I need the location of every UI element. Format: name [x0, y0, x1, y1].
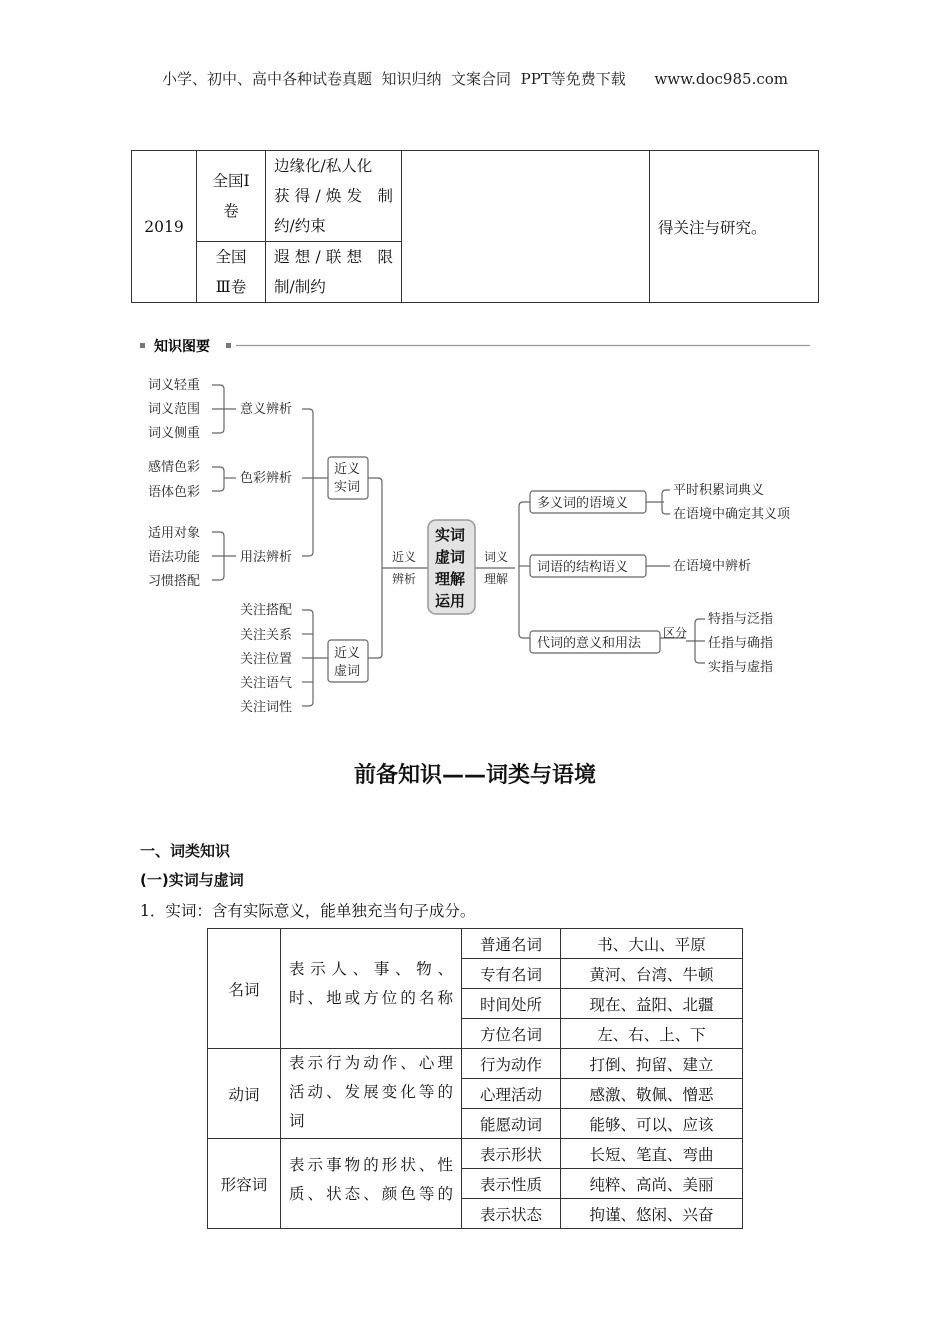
leaf-label: 词义范围 [148, 402, 201, 417]
leaf-label: 词义轻重 [148, 378, 201, 393]
svg-text:运用: 运用 [435, 592, 466, 610]
subtype-cell: 行为动作 [462, 1049, 561, 1079]
group-label: 色彩辨析 [240, 471, 293, 486]
leaf-label: 在语境中确定其义项 [673, 507, 791, 522]
subtype-cell: 表示状态 [462, 1199, 561, 1229]
node-label: 实词 [334, 480, 361, 495]
branch-label: 辨析 [392, 572, 417, 586]
branch-label: 理解 [484, 572, 509, 586]
mindmap [0, 360, 950, 730]
group-label: 意义辨析 [240, 402, 293, 417]
description-cell: 表示事物的形状、性 质、状态、颜色等的 [281, 1139, 462, 1229]
branch-label: 近义 [392, 550, 417, 564]
blank-cell [402, 151, 650, 303]
leaf-label: 关注搭配 [240, 603, 293, 618]
heading-1: 一、词类知识 [140, 842, 231, 860]
subtype-cell: 心理活动 [462, 1079, 561, 1109]
category-cell: 名词 [208, 929, 281, 1049]
subtype-cell: 时间处所 [462, 989, 561, 1019]
subtype-cell: 方位名词 [462, 1019, 561, 1049]
node-label: 虚词 [334, 664, 361, 679]
example-cell: 打倒、拘留、建立 [561, 1049, 743, 1079]
subtype-cell: 能愿动词 [462, 1109, 561, 1139]
node-label: 近义 [334, 462, 361, 477]
leaf-label: 实指与虚指 [708, 660, 774, 675]
subtype-cell: 表示性质 [462, 1169, 561, 1199]
leaf-label: 感情色彩 [148, 460, 201, 475]
subtype-cell: 表示形状 [462, 1139, 561, 1169]
page-header: 小学、初中、高中各种试卷真题 知识归纳 文案合同 PPT等免费下载 www.doc985.com [161, 70, 788, 88]
section-bar [140, 337, 812, 355]
group-label: 用法辨析 [240, 550, 293, 565]
description-cell: 表示人、事、物、 时、地或方位的名称 [281, 929, 462, 1049]
word-class-table [207, 928, 743, 1229]
leaf-label: 特指与泛指 [708, 612, 774, 627]
example-cell: 现在、益阳、北疆 [561, 989, 743, 1019]
leaf-label: 适用对象 [148, 526, 201, 541]
description-cell: 表示行为动作、心理 活动、发展变化等的 词 [281, 1049, 462, 1139]
svg-text:实词: 实词 [435, 526, 466, 544]
leaf-label: 关注语气 [240, 676, 293, 691]
tag-label: 区分 [663, 626, 688, 640]
leaf-label: 平时积累词典义 [673, 483, 765, 498]
words-cell: 遐想/联想 限 制/制约 [266, 242, 402, 303]
example-cell: 黄河、台湾、牛顿 [561, 959, 743, 989]
exam-table [131, 150, 819, 303]
category-cell: 形容词 [208, 1139, 281, 1229]
subtype-cell: 专有名词 [462, 959, 561, 989]
node-label: 词语的结构语义 [537, 560, 629, 575]
note-cell: 得关注与研究。 [650, 151, 819, 303]
example-cell: 拘谨、悠闲、兴奋 [561, 1199, 743, 1229]
leaf-label: 习惯搭配 [148, 574, 201, 589]
example-cell: 纯粹、高尚、美丽 [561, 1169, 743, 1199]
paper-cell: 全国Ⅲ卷 [197, 242, 266, 303]
example-cell: 能够、可以、应该 [561, 1109, 743, 1139]
node-label: 多义词的语境义 [537, 496, 629, 511]
example-cell: 左、右、上、下 [561, 1019, 743, 1049]
leaf-label: 词义侧重 [148, 426, 201, 441]
node-label: 近义 [334, 646, 361, 661]
svg-text:理解: 理解 [435, 570, 466, 588]
leaf-label: 关注关系 [240, 628, 293, 643]
heading-2: (一)实词与虚词 [140, 871, 244, 889]
paper-cell: 全国Ⅰ卷 [197, 151, 266, 242]
leaf-label: 语法功能 [148, 550, 201, 565]
leaf-label: 语体色彩 [148, 485, 201, 500]
node-label: 代词的意义和用法 [537, 636, 642, 651]
leaf-label: 任指与确指 [708, 636, 774, 651]
leaf-label: 关注词性 [240, 700, 293, 715]
section-label: 知识图要 [154, 339, 210, 355]
center-node [428, 520, 475, 614]
page-title: 前备知识——词类与语境 [353, 763, 596, 788]
example-cell: 书、大山、平原 [561, 929, 743, 959]
paragraph: 1．实词：含有实际意义，能单独充当句子成分。 [140, 902, 476, 920]
year-cell: 2019 [132, 151, 197, 303]
branch-label: 词义 [484, 550, 509, 564]
example-cell: 感激、敬佩、憎恶 [561, 1079, 743, 1109]
svg-text:虚词: 虚词 [435, 548, 466, 566]
category-cell: 动词 [208, 1049, 281, 1139]
words-cell: 边缘化/私人化 获得/焕发 制 约/约束 [266, 151, 402, 242]
bullet-icon [140, 343, 145, 348]
leaf-label: 关注位置 [240, 652, 293, 667]
leaf-label: 在语境中辨析 [673, 559, 752, 574]
subtype-cell: 普通名词 [462, 929, 561, 959]
example-cell: 长短、笔直、弯曲 [561, 1139, 743, 1169]
bullet-icon [226, 343, 231, 348]
